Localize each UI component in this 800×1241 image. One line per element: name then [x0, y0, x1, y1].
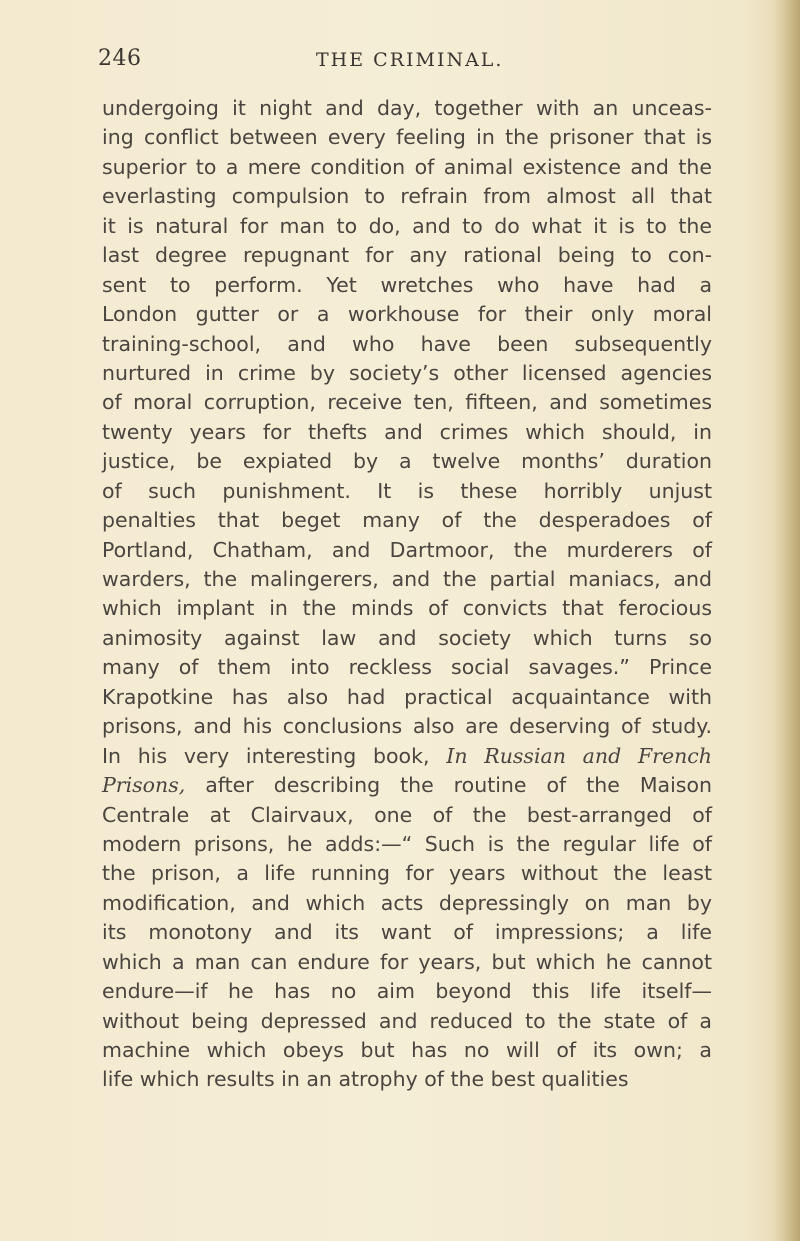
text-line-with-italic-title: [102, 742, 712, 771]
text-line: sent to perform. Yet wretches who have had a: [102, 272, 712, 297]
running-head: THE CRIMINAL.: [316, 49, 504, 71]
text-line: London gutter or a workhouse for their only moral: [102, 302, 712, 327]
text-line: undergoing it night and day, together with an unceas-: [102, 96, 712, 120]
text-line: everlasting compulsion to refrain from almost all that: [102, 184, 712, 209]
text-line: warders, the malingerers, and the partial maniacs, and: [102, 567, 712, 591]
text-line: ing conflict between every feeling in the prisoner that is: [102, 125, 712, 150]
text-line: twenty years for thefts and crimes which should, in: [102, 419, 712, 444]
text-line: modification, and which acts depressingly on man by: [102, 890, 712, 915]
text-line: of such punishment. It is these horribly unjust: [102, 478, 712, 503]
text-line: which implant in the minds of convicts that ferocious: [102, 596, 712, 621]
text-line: modern prisons, he adds:—“ Such is the regular life of: [102, 831, 712, 856]
text-line: animosity against law and society which turns so: [102, 625, 712, 650]
text-line: prisons, and his conclusions also are deserving of study.: [102, 714, 712, 739]
text-line: superior to a mere condition of animal existence and the: [102, 154, 712, 179]
text-line-with-italic-title: [102, 771, 712, 800]
text-line: endure—if he has no aim beyond this life itself—: [102, 979, 712, 1004]
text-line: Krapotkine has also had practical acquaintance with: [102, 684, 712, 709]
book-title-italic: Prisons,: [102, 773, 186, 798]
text-line: its monotony and its want of impressions; a life: [102, 920, 712, 945]
text-line: last degree repugnant for any rational being to con-: [102, 243, 712, 268]
text-line: Portland, Chatham, and Dartmoor, the murderers of: [102, 537, 712, 562]
page-number: 246: [98, 46, 142, 71]
page-edge-shadow: [772, 0, 800, 1241]
text-line: training-school, and who have been subsequently: [102, 331, 712, 356]
text-line: without being depressed and reduced to the state of a: [102, 1008, 712, 1033]
text-line: it is natural for man to do, and to do what it is to the: [102, 213, 712, 238]
text-line: many of them into reckless social savages.” Prince: [102, 655, 712, 680]
page-header: [98, 46, 728, 82]
text-line: which a man can endure for years, but which he cannot: [102, 949, 712, 974]
text-line: life which results in an atrophy of the best qualities: [102, 1067, 629, 1092]
text-line: the prison, a life running for years without the least: [102, 861, 712, 886]
book-title-italic: In Russian and French: [446, 743, 712, 768]
text-line: penalties that beget many of the desperadoes of: [102, 508, 712, 533]
text-line: of moral corruption, receive ten, fifteen, and sometimes: [102, 390, 712, 415]
text-line: justice, be expiated by a twelve months’ duration: [102, 449, 712, 474]
text-line: nurtured in crime by society’s other licensed agencies: [102, 360, 712, 385]
text-line: Centrale at Clairvaux, one of the best-arranged of: [102, 802, 712, 827]
text-segment: after describing the routine of the Maison: [185, 773, 712, 798]
body-text: [102, 94, 712, 1095]
text-line: machine which obeys but has no will of its own; a: [102, 1038, 712, 1062]
text-segment: In his very interesting book,: [102, 743, 447, 768]
